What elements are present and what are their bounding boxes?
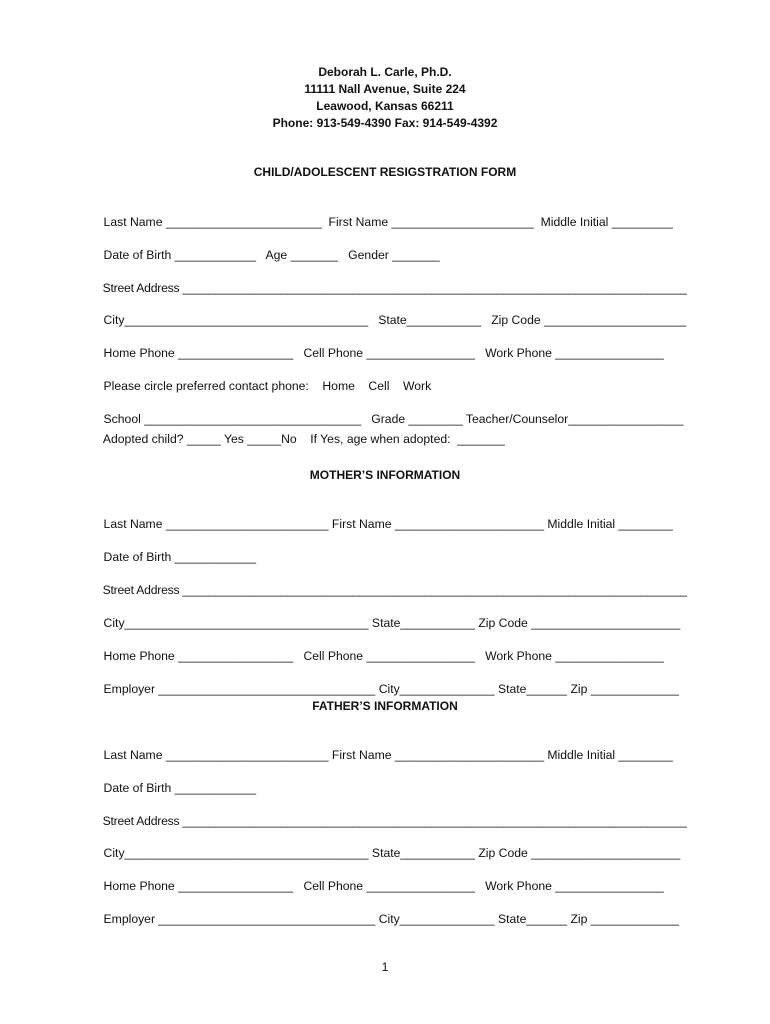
school-row-text: School ________________________________ Grade ________ Teacher/Counselor_________________ <box>103 412 684 426</box>
letterhead-name: Deborah L. Carle, Ph.D. <box>318 65 452 79</box>
father-employer-row[interactable] <box>90 895 679 943</box>
father-employer-row-text: Employer ________________________________ City______________ State______ Zip _____________ <box>103 912 679 926</box>
father-phone-row-text: Home Phone _________________ Cell Phone ________________ Work Phone ________________ <box>103 879 664 893</box>
letterhead-address-line-1: 11111 Nall Avenue, Suite 224 <box>304 82 466 96</box>
adopted-row-text: Adopted child? _____ Yes _____No If Yes, age when adopted: _______ <box>102 432 505 446</box>
adopted-row[interactable] <box>90 415 505 463</box>
child-phone-row-text: Home Phone _________________ Cell Phone ________________ Work Phone ________________ <box>103 346 664 360</box>
mother-name-row-text: Last Name ________________________ First Name ______________________ Middle Initial ________ <box>103 517 673 531</box>
page-number: 1 <box>381 960 389 974</box>
child-name-row-text: Last Name _______________________ First Name _____________________ Middle Initial _________ <box>103 215 673 229</box>
father-address-row-text: Street Address _____________________________________________________________________________ <box>102 814 687 828</box>
mother-phone-row-text: Home Phone _________________ Cell Phone ________________ Work Phone ________________ <box>103 649 664 663</box>
letterhead-phone: Phone: 913-549-4390 Fax: 914-549-4392 <box>272 116 498 130</box>
child-city-row-text: City____________________________________ State___________ Zip Code _____________________ <box>103 313 687 327</box>
father-section-heading: FATHER’S INFORMATION <box>312 699 458 713</box>
child-address-row-text: Street Address _____________________________________________________________________________ <box>102 281 687 295</box>
contact-preference-text: Please circle preferred contact phone: Home Cell Work <box>103 379 432 393</box>
letterhead-address-line-2: Leawood, Kansas 66211 <box>316 99 454 113</box>
form-title: CHILD/ADOLESCENT RESIGSTRATION FORM <box>253 165 517 179</box>
child-dob-row-text: Date of Birth ____________ Age _______ Gender _______ <box>103 248 440 262</box>
father-dob-row-text: Date of Birth ____________ <box>103 781 257 795</box>
mother-section-heading: MOTHER’S INFORMATION <box>309 468 461 482</box>
mother-employer-row-text: Employer ________________________________ City______________ State______ Zip _____________ <box>103 682 679 696</box>
father-name-row-text: Last Name ________________________ First Name ______________________ Middle Initial ________ <box>103 748 673 762</box>
father-city-row-text: City____________________________________ State___________ Zip Code ______________________ <box>103 846 681 860</box>
mother-address-row-text: Street Address _____________________________________________________________________________ <box>102 583 687 597</box>
mother-dob-row-text: Date of Birth ____________ <box>103 550 257 564</box>
mother-city-row-text: City____________________________________ State___________ Zip Code ______________________ <box>103 616 681 630</box>
